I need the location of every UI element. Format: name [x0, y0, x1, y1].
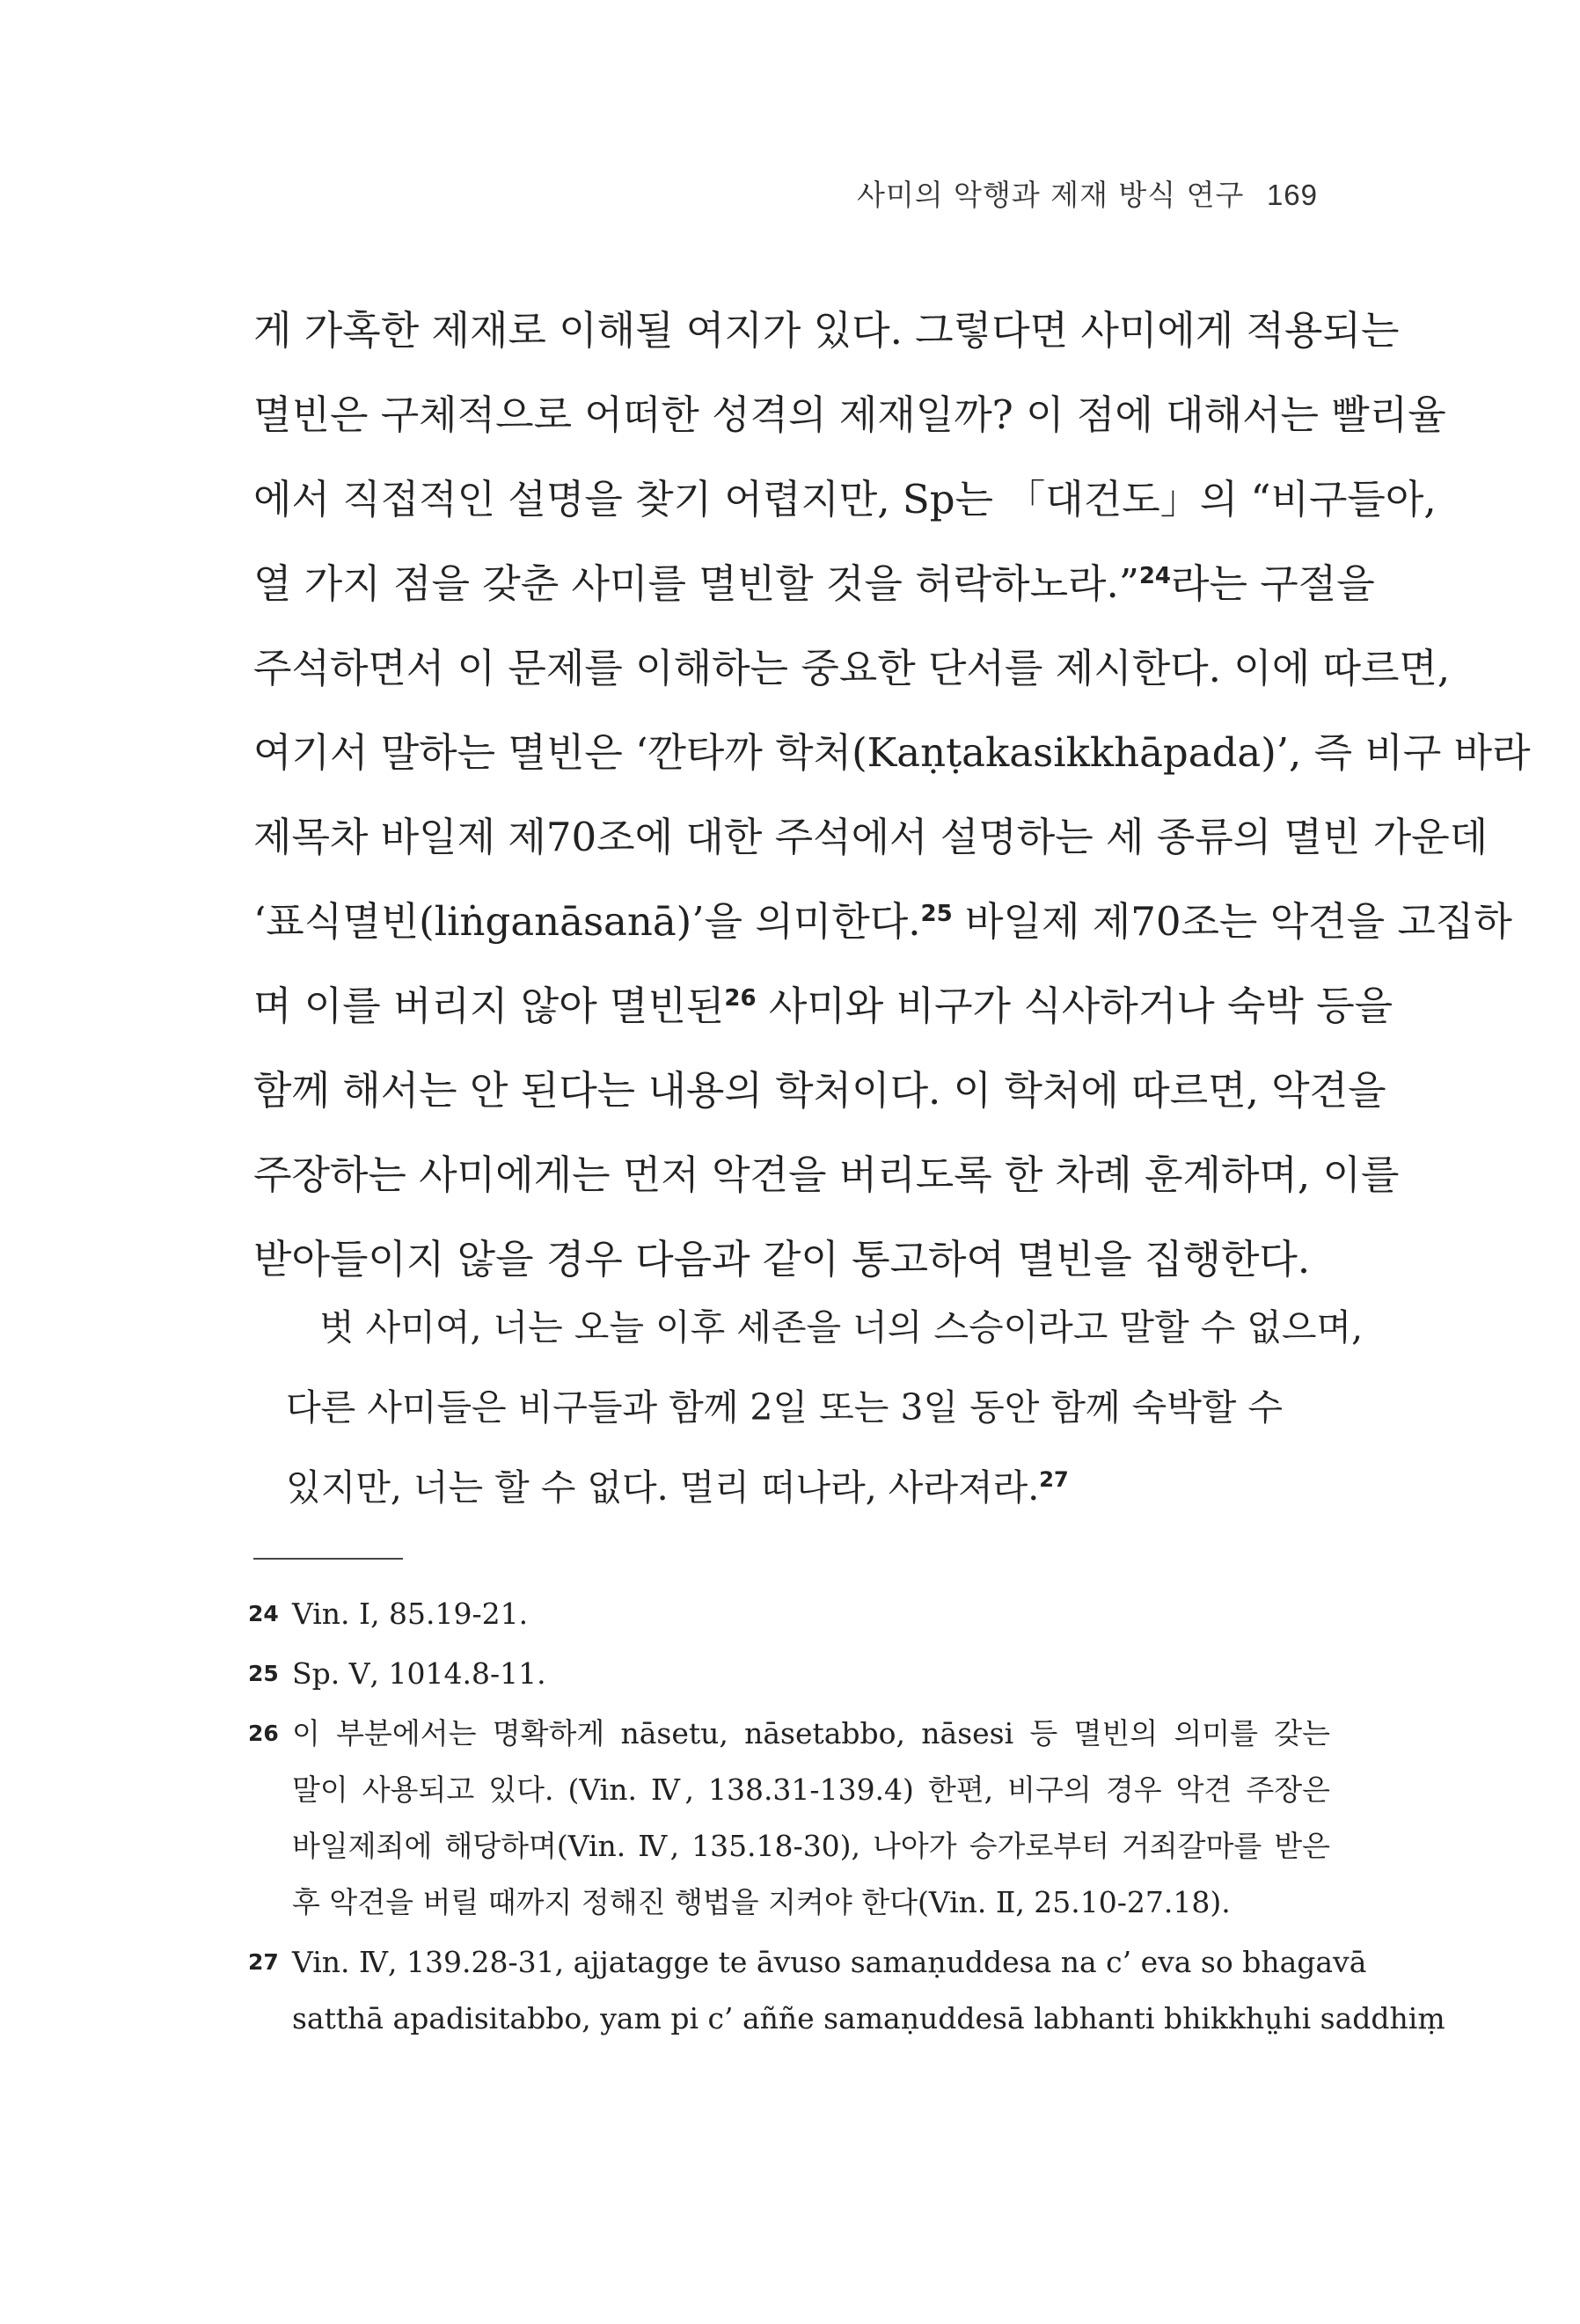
body-line: 며 이를 버리지 않아 멸빈된$^{26}$ 사미와 비구가 식사하거나 숙박 등을: [253, 983, 1393, 1029]
footnote-number: 26: [248, 1721, 279, 1746]
body-line: 받아들이지 않을 경우 다음과 같이 통고하여 멸빈을 집행한다.: [253, 1236, 1311, 1283]
footnote-line: 후 악견을 버릴 때까지 정해진 행법을 지켜야 한다(Vin. Ⅱ, 25.10-27.18).: [292, 1885, 1231, 1919]
body-line: 열 가지 점을 갖춘 사미를 멸빈할 것을 허락하노라.”$^{24}$라는 구절을: [253, 560, 1375, 607]
quote-line: 있지만, 너는 할 수 없다. 멀리 떠나라, 사라져라.$^{27}$: [286, 1466, 1069, 1509]
footnote-line: 이 부분에서는 명확하게 nāsetu, nāsetabbo, nāsesi 등 멸빈의 의미를 갖는: [292, 1716, 1330, 1750]
running-title: 사미의 악행과 제재 방식 연구: [856, 178, 1245, 212]
body-line: 에서 직접적인 설명을 찾기 어렵지만, Sp는 「대건도」의 “비구들아,: [253, 476, 1437, 523]
body-line: 함께 해서는 안 된다는 내용의 학처이다. 이 학처에 따르면, 악견을: [253, 1067, 1386, 1114]
footnote-line: Sp. Ⅴ, 1014.8-11.: [292, 1656, 546, 1691]
footnotes: [248, 1586, 1445, 2050]
footnote-24: [248, 1586, 1330, 1642]
footnote-ref-26[interactable]: 26: [724, 985, 757, 1012]
footnote-number: 24: [248, 1601, 279, 1626]
body-line: 주장하는 사미에게는 먼저 악견을 버리도록 한 차례 훈계하며, 이를: [253, 1151, 1400, 1198]
quote-line: 다른 사미들은 비구들과 함께 2일 또는 3일 동안 함께 숙박할 수: [286, 1386, 1284, 1429]
footnote-divider: [253, 1558, 403, 1560]
footnote-ref-25[interactable]: 25: [920, 901, 953, 927]
footnote-27: [248, 1934, 1445, 2047]
footnote-line: 바일제죄에 해당하며(Vin. Ⅳ, 135.18-30), 나아가 승가로부터 거죄갈마를 받은: [292, 1829, 1330, 1863]
footnote-25: [248, 1646, 1330, 1702]
body-line: 주석하면서 이 문제를 이해하는 중요한 단서를 제시한다. 이에 따르면,: [253, 645, 1451, 691]
body-line: 제목차 바일제 제70조에 대한 주석에서 설명하는 세 종류의 멸빈 가운데: [253, 814, 1489, 860]
page-number: 169: [1266, 179, 1318, 211]
footnote-number: 25: [248, 1661, 279, 1686]
footnote-ref-24[interactable]: 24: [1138, 563, 1172, 589]
body-line: 게 가혹한 제재로 이해될 여지가 있다. 그렇다면 사미에게 적용되는: [253, 307, 1400, 354]
body-paragraph: [253, 289, 1531, 1302]
body-line: 여기서 말하는 멸빈은 ‘깐타까 학처(Kaṇṭakasikkhāpada)’, 즉 비구 바라: [253, 729, 1531, 776]
body-line: 멸빈은 구체적으로 어떠한 성격의 제재일까? 이 점에 대해서는 빨리율: [253, 391, 1446, 438]
footnote-ref-27[interactable]: 27: [1039, 1467, 1069, 1492]
running-header: [857, 172, 1318, 214]
footnote-line: Vin. Ⅰ, 85.19-21.: [292, 1597, 529, 1631]
footnote-26: [248, 1706, 1330, 1931]
footnote-number: 27: [248, 1949, 279, 1975]
footnote-line: 말이 사용되고 있다. (Vin. Ⅳ, 138.31-139.4) 한편, 비구의 경우 악견 주장은: [292, 1772, 1330, 1807]
body-line: ‘표식멸빈(liṅganāsanā)’을 의미한다.$^{25}$ 바일제 제70조는 악견을 고집하: [253, 898, 1512, 945]
quote-line: 벗 사미여, 너는 오늘 이후 세존을 너의 스승이라고 말할 수 없으며,: [319, 1306, 1364, 1348]
footnote-line: satthā apadisitabbo, yam pi c’ aññe samaṇuddesā labhanti bhikkhṳhi saddhiṃ: [292, 2001, 1445, 2035]
footnote-line: Vin. Ⅳ, 139.28-31, ajjatagge te āvuso samaṇuddesa na c’ eva so bhagavā: [292, 1945, 1367, 1979]
block-quote: [286, 1288, 1364, 1528]
